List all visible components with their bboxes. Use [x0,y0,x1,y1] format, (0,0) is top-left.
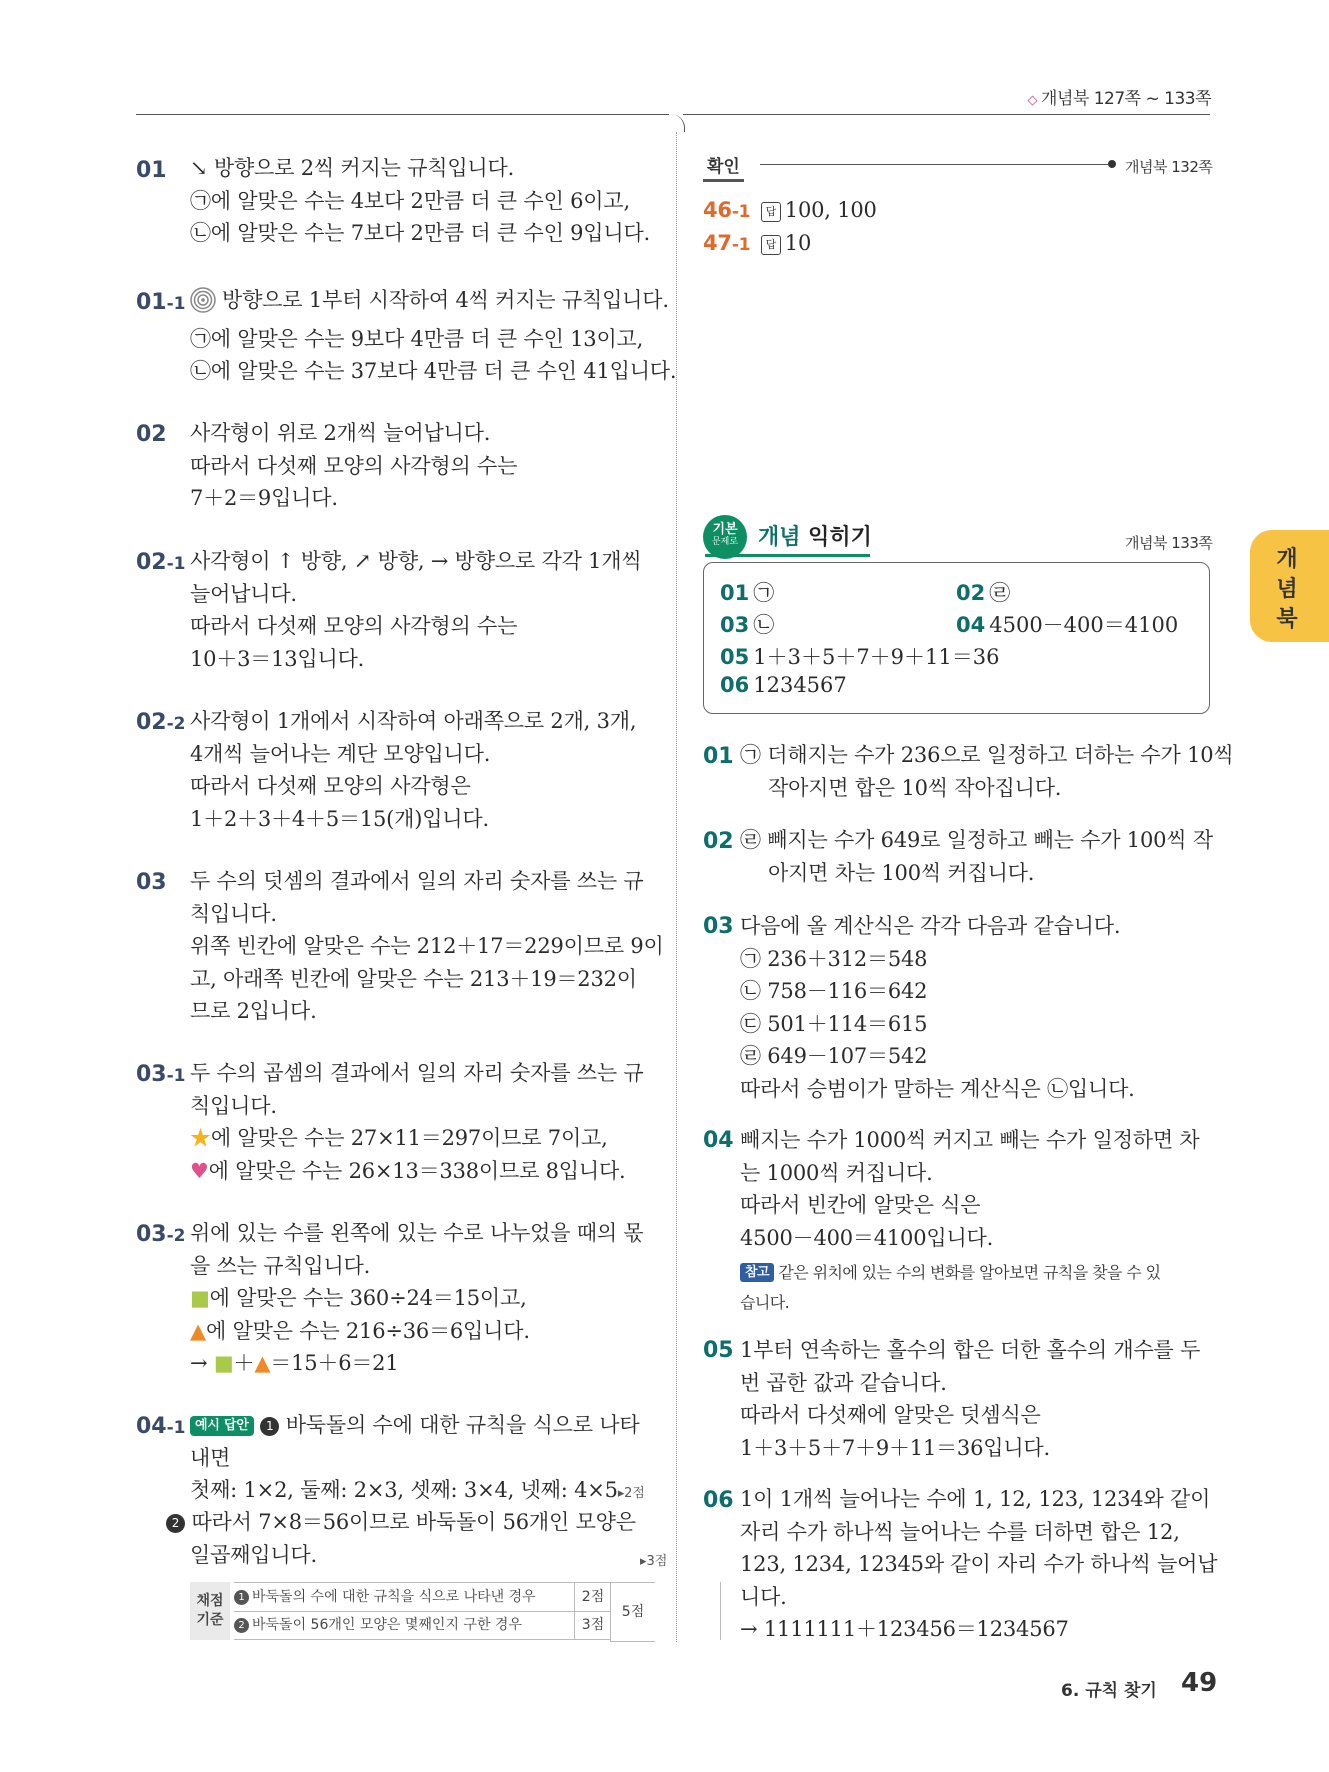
basic-answer: 05 1＋3＋5＋7＋9＋11＝36 [720,645,1000,669]
concept-book-tab[interactable]: 개 념 북 [1250,530,1329,642]
example-answer-tag: 예시 답안 [190,1416,254,1436]
header-notch [668,114,685,132]
triangle-icon: ▲ [254,1351,271,1375]
problem-number: 03-2 [136,1222,186,1247]
basic-answer: 01 ㉠ [720,581,775,605]
basic-answer-box [703,562,1210,714]
problem-number: 01-1 [136,290,186,315]
problem-03-2: 위에 있는 수를 왼쪽에 있는 수로 나누었을 때의 몫 을 쓰는 규칙입니다. ■에 알맞은 수는 360÷24＝15이고, ▲에 알맞은 수는 216÷36＝6입니다. → ■＋▲＝15＋6＝21 [190,1221,644,1375]
problem-number: 03-1 [136,1062,186,1087]
problem-number: 01 [136,158,167,183]
confirm-answer-46-1: 46-1 답 100, 100 [703,198,877,222]
chapter-title: 6. 규칙 찾기 [1061,1681,1157,1701]
confirm-page-ref: 개념북 132쪽 [1125,158,1213,176]
scoring-points-1: 2점 [574,1582,611,1612]
problem-02-2: 사각형이 1개에서 시작하여 아래쪽으로 2개, 3개, 4개씩 늘어나는 계단 모양입니다. 따라서 다섯째 모양의 사각형은 1＋2＋3＋4＋5＝15(개)입니다. [190,709,637,831]
basic-answer: 04 4500－400＝4100 [956,613,1179,637]
problem-04-1: 예시 답안 1 바둑돌의 수에 대한 규칙을 식으로 나타 내면 첫째: 1×2, 둘째: 2×3, 셋째: 3×4, 넷째: 4×5▸2점 [190,1413,645,1502]
problem-03: 두 수의 덧셈의 결과에서 일의 자리 숫자를 쓰는 규 칙입니다. 위쪽 빈칸에 알맞은 수는 212＋17＝229이므로 9이 고, 아래쪽 빈칸에 알맞은 수는 213＋19＝232이 므로 2입니다. [190,869,664,1023]
basic-badge: 기본 문제로 [703,515,747,559]
confirm-answer-47-1: 47-1 답 10 [703,231,812,255]
problem-01-1: 방향으로 1부터 시작하여 4씩 커지는 규칙입니다. ㉠에 알맞은 수는 9보다 4만큼 더 큰 수인 13이고, ㉡에 알맞은 수는 37보다 4만큼 더 큰 수인 41입니다. [190,288,677,383]
page-number: 49 [1181,1668,1218,1698]
explanation-06: 1이 1개씩 늘어나는 수에 1, 12, 123, 1234와 같이 자리 수가 하나씩 늘어나는 수를 더하면 합은 12, 123, 1234, 12345와 같이 자리 수가 하나씩 늘어납 니다. → 1111111＋123456＝1234567 [740,1487,1218,1641]
explanation-02: ㉣ 빼지는 수가 649로 일정하고 빼는 수가 100씩 작 아지면 차는 100씩 커집니다. [740,828,1213,885]
reference-note: 참고 같은 위치에 있는 수의 변화를 알아보면 규칙을 찾을 수 있 습니다. [740,1263,1161,1312]
page-range: ◇ 개념북 127쪽 ~ 133쪽 [1027,89,1211,109]
step-1-icon: 1 [234,1590,249,1605]
problem-number: 05 [703,1338,734,1363]
triangle-icon: ▲ [190,1318,206,1343]
problem-number: 02-1 [136,550,186,575]
answer-icon: 답 [761,202,781,222]
score-2pt: ▸2점 [617,1486,645,1501]
problem-02: 사각형이 위로 2개씩 늘어납니다. 따라서 다섯째 모양의 사각형의 수는 7＋2＝9입니다. [190,421,518,510]
answer-icon: 답 [761,235,781,255]
score-3pt: ▸3점 [640,1554,668,1569]
problem-number: 03 [703,914,734,939]
problem-number: 01 [703,744,734,769]
square-icon: ■ [213,1351,234,1375]
square-icon: ■ [190,1286,210,1310]
problem-number: 03 [136,870,167,895]
step-2-icon: 2 [234,1618,249,1633]
explanation-05: 1부터 연속하는 홀수의 합은 더한 홀수의 개수를 두 번 곱한 값과 같습니다. 따라서 다섯째에 알맞은 덧셈식은 1＋3＋5＋7＋9＋11＝36입니다. [740,1338,1201,1460]
problem-number: 02 [136,422,167,447]
diamond-icon: ◇ [1027,93,1038,108]
scoring-total: 5점 [610,1582,655,1642]
explanation-01: ㉠ 더해지는 수가 236으로 일정하고 더하는 수가 10씩 작아지면 합은 10씩 작아집니다. [740,743,1234,800]
header-rule-right [683,114,1210,115]
scoring-row-2: 2 바둑돌이 56개인 모양은 몇째인지 구한 경우 [234,1611,594,1640]
confirm-label: 확인 [703,152,744,182]
problem-number: 04-1 [136,1414,186,1439]
header-rule-left [136,114,669,115]
problem-01: ↘ 방향으로 2씩 커지는 규칙입니다. ㉠에 알맞은 수는 4보다 2만큼 더 큰 수인 6이고, ㉡에 알맞은 수는 7보다 2만큼 더 큰 수인 9입니다. [190,156,651,245]
problem-03-1: 두 수의 곱셈의 결과에서 일의 자리 숫자를 쓰는 규 칙입니다. ★에 알맞은 수는 27×11＝297이므로 7이고, ♥에 알맞은 수는 26×13＝338이므로 8입니다. [190,1061,644,1183]
scoring-label: 채점 기준 [190,1582,230,1640]
basic-page-ref: 개념북 133쪽 [1125,534,1213,552]
basic-section-title: 개념 익히기 [758,525,872,550]
bullet-icon [1108,160,1116,168]
note-tag: 참고 [740,1263,774,1282]
scoring-table [190,1582,643,1640]
problem-number: 02 [703,829,734,854]
explanation-03: 다음에 올 계산식은 각각 다음과 같습니다. ㉠ 236＋312＝548 ㉡ 758－116＝642 ㉢ 501＋114＝615 ㉣ 649－107＝542 따라서 승범이가 말하는 계산식은 ㉡입니다. [740,914,1135,1101]
basic-answer: 06 1234567 [720,673,847,697]
explanation-04: 빼지는 수가 1000씩 커지고 빼는 수가 일정하면 차 는 1000씩 커집니다. 따라서 빈칸에 알맞은 식은 4500－400＝4100입니다. [740,1128,1200,1250]
problem-number: 06 [703,1488,734,1513]
basic-answer: 03 ㉡ [720,613,775,637]
star-icon: ★ [190,1126,211,1150]
scoring-row-1: 1 바둑돌의 수에 대한 규칙을 식으로 나타낸 경우 [234,1582,594,1612]
problem-number: 04 [703,1128,734,1153]
scoring-points-2: 3점 [574,1611,611,1640]
heart-icon: ♥ [190,1158,209,1183]
problem-02-1: 사각형이 ↑ 방향, ↗ 방향, → 방향으로 각각 1개씩 늘어납니다. 따라서 다섯째 모양의 사각형의 수는 10＋3＝13입니다. [190,549,642,671]
spiral-icon [190,287,216,313]
problem-number: 02-2 [136,710,186,735]
problem-04-1-step2: 2 따라서 7×8＝56이므로 바둑돌이 56개인 모양은 일곱째입니다. [166,1506,636,1571]
basic-answer: 02 ㉣ [956,581,1011,605]
step-1-icon: 1 [260,1417,279,1436]
step-2-icon: 2 [166,1514,185,1533]
